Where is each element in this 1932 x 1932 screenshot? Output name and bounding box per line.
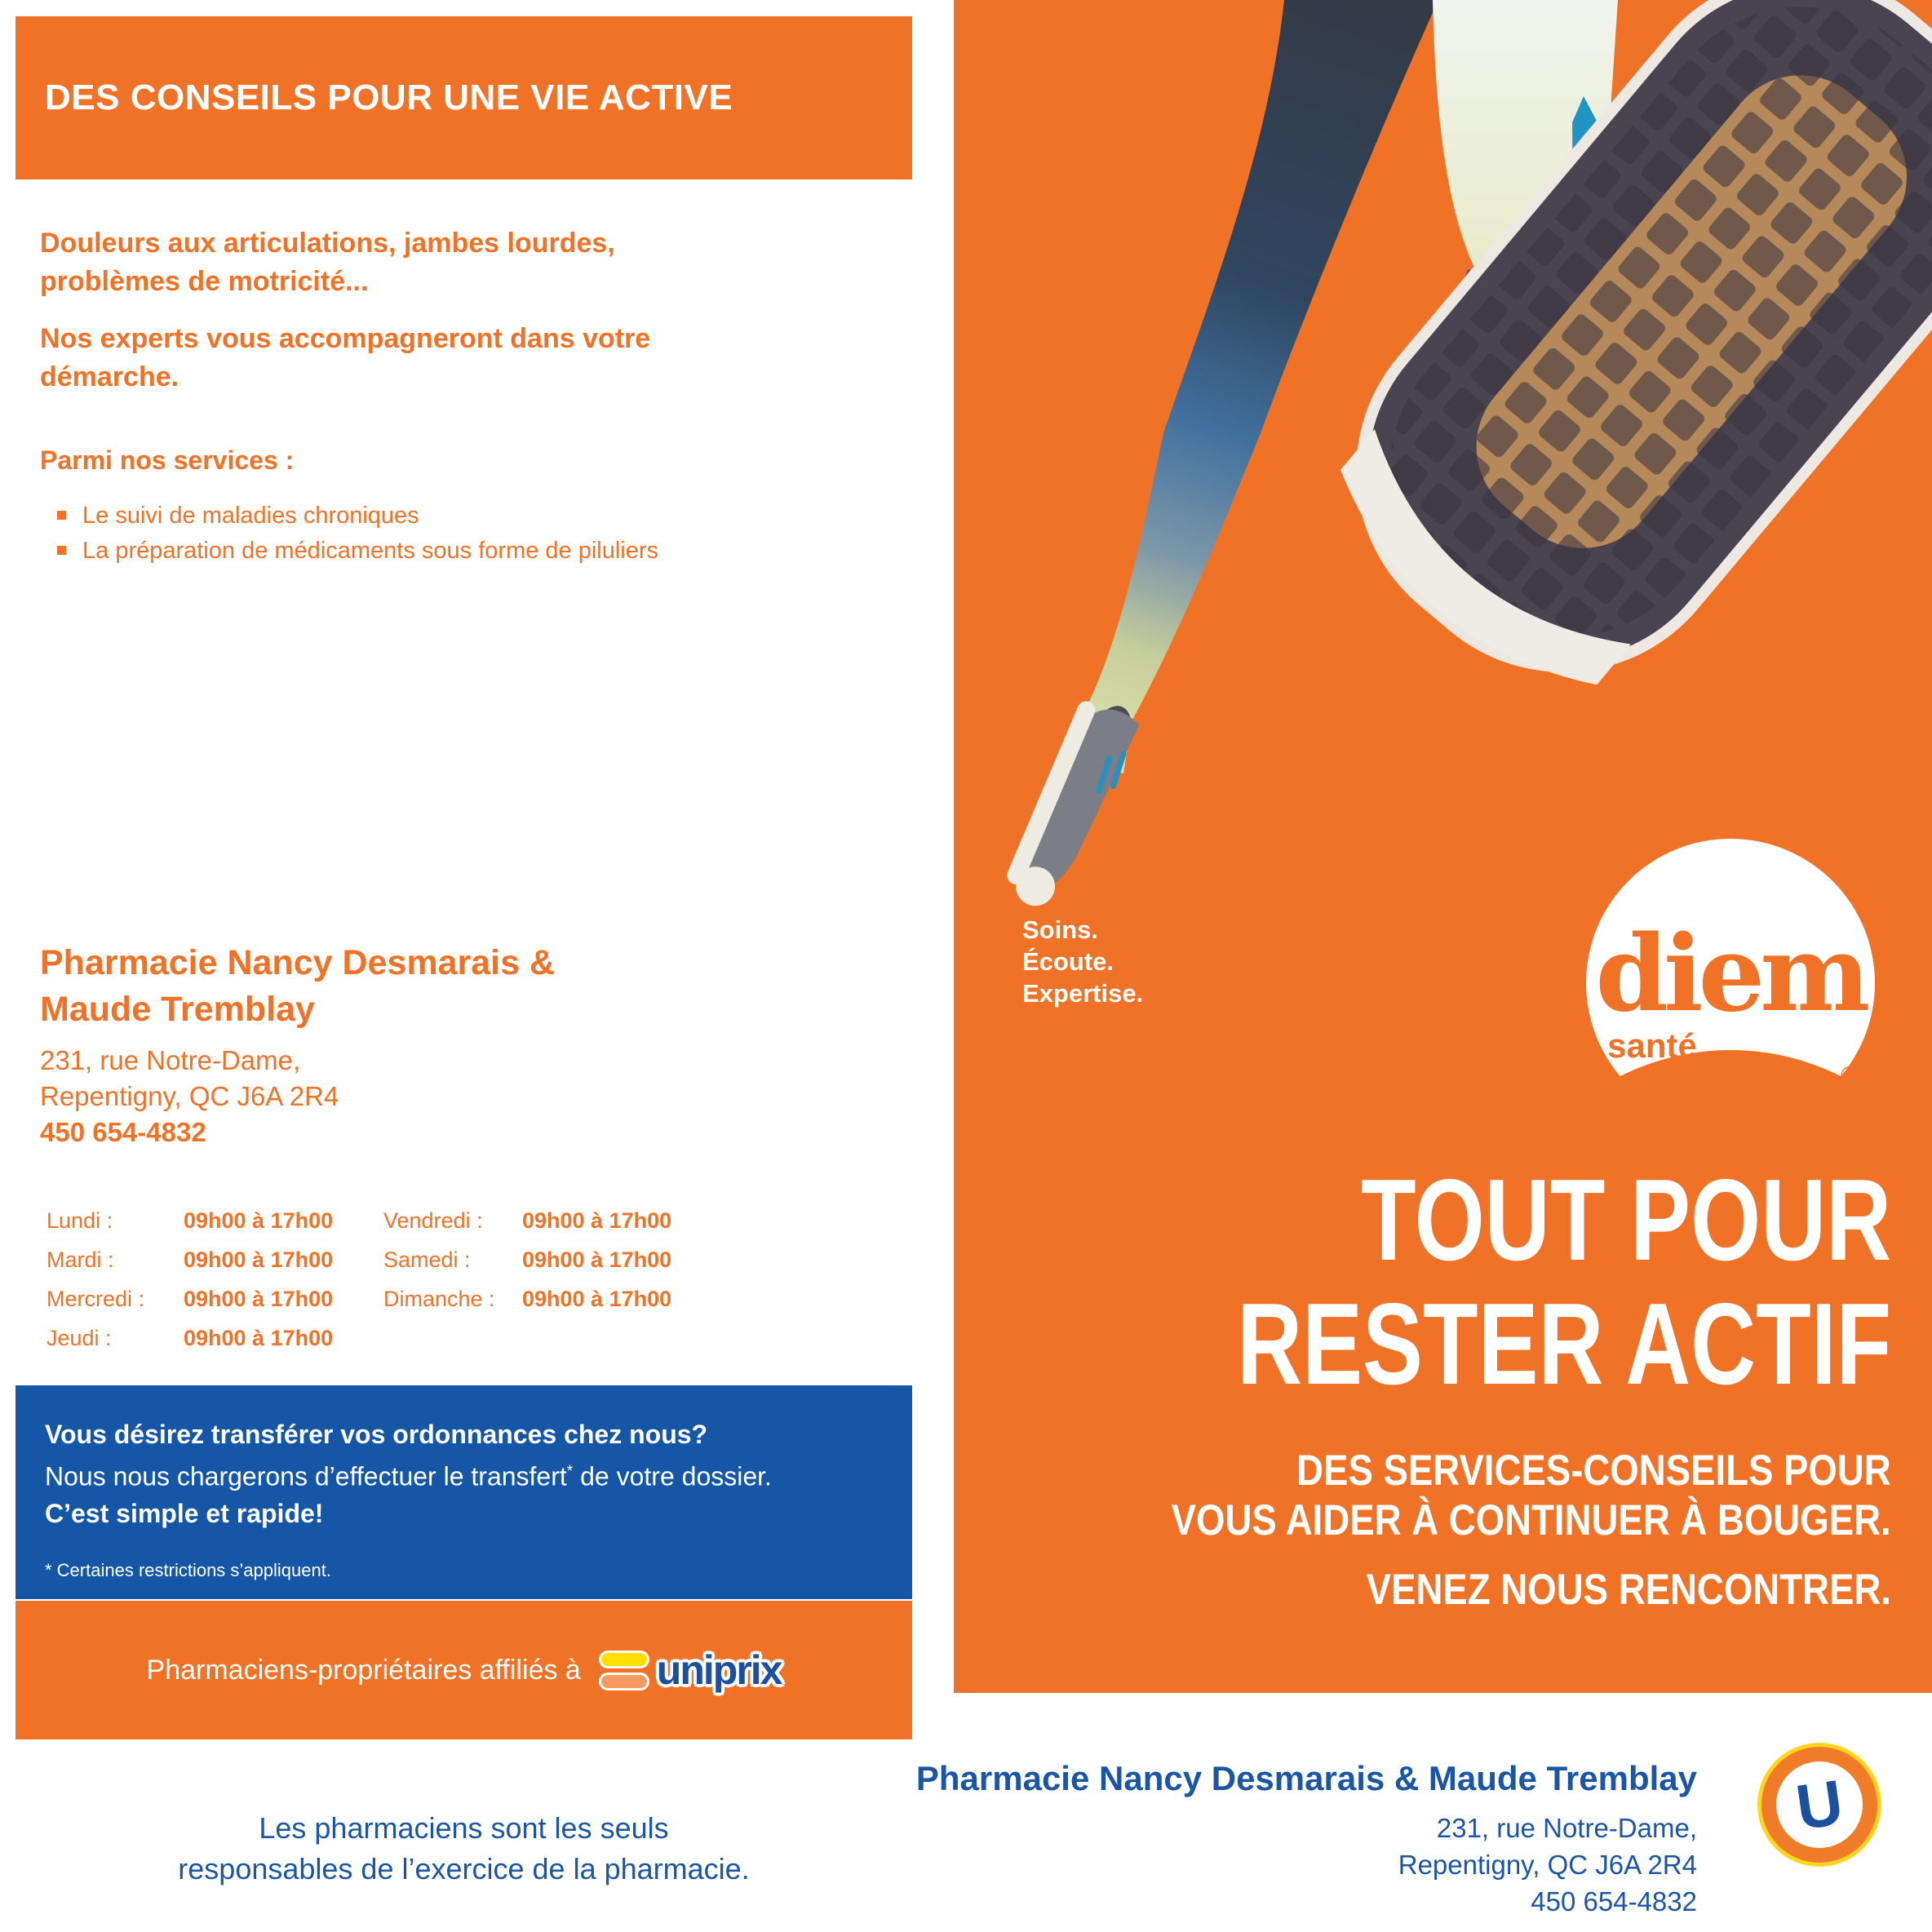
list-item: Le suivi de maladies chroniques	[57, 499, 658, 534]
hours-row: Jeudi : 09h00 à 17h00	[47, 1326, 334, 1350]
hours-row: Mardi : 09h00 à 17h00	[47, 1247, 334, 1272]
u-badge-white-circle	[1776, 1761, 1863, 1848]
transfer-tagline: C’est simple et rapide!	[45, 1498, 324, 1528]
bullet-square-icon	[57, 511, 66, 520]
hours-row: Samedi : 09h00 à 17h00	[383, 1247, 672, 1272]
pharmacist-disclaimer: Les pharmaciens sont les seuls responsables de l’exercice de la pharmacie.	[178, 1811, 750, 1885]
services-heading: Parmi nos services :	[40, 445, 295, 475]
u-badge-letter: U	[1791, 1766, 1848, 1844]
advice-banner-title: DES CONSEILS POUR UNE VIE ACTIVE	[45, 78, 733, 117]
diem-sub: santé	[1607, 1026, 1697, 1065]
transfer-callout-box	[16, 1385, 912, 1599]
intro-paragraph-2: Nos experts vous accompagneront dans votre démarche.	[40, 323, 651, 392]
tagline	[1022, 914, 1143, 1009]
hours-column-1	[47, 1201, 333, 1358]
diem-sante-logo	[1562, 837, 1899, 1110]
cover-headline-line: RESTER ACTIF	[1237, 1279, 1891, 1409]
bullet-square-icon	[57, 546, 66, 555]
tagline-line: Expertise.	[1022, 979, 1144, 1008]
transfer-footnote: * Certaines restrictions s’appliquent.	[45, 1559, 331, 1580]
cover-headline	[1052, 1155, 1891, 1409]
pharmacy-phone: 450 654-4832	[40, 1117, 206, 1147]
hours-row: Vendredi : 09h00 à 17h00	[383, 1208, 672, 1233]
diem-wordmark: diem	[1595, 913, 1866, 1035]
advice-banner	[16, 16, 912, 179]
pharmacy-address	[40, 1043, 339, 1150]
uniprix-wordmark: uniprix	[656, 1647, 782, 1693]
asterisk-mark: *	[566, 1463, 574, 1480]
footer-pharmacy-address	[1398, 1810, 1697, 1920]
pharmacy-name: Pharmacie Nancy Desmarais & Maude Tremblay	[40, 943, 556, 1029]
address-line: Repentigny, QC J6A 2R4	[1398, 1850, 1697, 1880]
cover-subheadline	[1054, 1446, 1891, 1545]
footer-pharmacy-name: Pharmacie Nancy Desmarais & Maude Tremblay	[915, 1759, 1697, 1797]
registered-mark-icon: ®	[1840, 1062, 1859, 1089]
cover-subheadline-line: DES SERVICES-CONSEILS POUR	[1296, 1447, 1891, 1495]
hours-row: Mercredi : 09h00 à 17h00	[47, 1287, 334, 1311]
tagline-line: Écoute.	[1022, 947, 1114, 976]
cover-subheadline-line: VOUS AIDER À CONTINUER À BOUGER.	[1171, 1496, 1891, 1544]
cover-headline-line: TOUT POUR	[1360, 1155, 1891, 1285]
services-list	[57, 499, 658, 569]
hours-column-2	[383, 1201, 671, 1318]
u-badge-orange-ring	[1761, 1747, 1877, 1863]
affiliation-text: Pharmaciens-propriétaires affiliés à	[146, 1654, 581, 1686]
tagline-line: Soins.	[1022, 915, 1099, 944]
runner-legs-photo	[954, 0, 1932, 955]
uniprix-yellow-bar-icon	[599, 1651, 649, 1668]
hours-row: Lundi : 09h00 à 17h00	[47, 1208, 334, 1233]
cover-cta: VENEZ NOUS RENCONTRER.	[1366, 1566, 1891, 1614]
footer-phone: 450 654-4832	[1531, 1886, 1697, 1916]
address-line: 231, rue Notre-Dame,	[40, 1045, 301, 1075]
address-line: Repentigny, QC J6A 2R4	[40, 1081, 339, 1111]
transfer-detail: Nous nous chargerons d’effectuer le transfert* de votre dossier.	[45, 1461, 772, 1491]
uniprix-u-badge-icon	[1757, 1743, 1881, 1867]
list-item: La préparation de médicaments sous forme de piluliers	[57, 534, 658, 569]
uniprix-logo-bars-icon	[599, 1651, 649, 1690]
uniprix-orange-bar-icon	[599, 1673, 649, 1690]
uniprix-logo	[599, 1646, 782, 1694]
intro-paragraph-1: Douleurs aux articulations, jambes lourdes, problèmes de motricité...	[40, 228, 615, 297]
transfer-question: Vous désirez transférer vos ordonnances chez nous?	[45, 1420, 708, 1449]
address-line: 231, rue Notre-Dame,	[1436, 1813, 1697, 1843]
hours-row: Dimanche : 09h00 à 17h00	[383, 1287, 672, 1311]
affiliation-banner	[16, 1601, 912, 1739]
